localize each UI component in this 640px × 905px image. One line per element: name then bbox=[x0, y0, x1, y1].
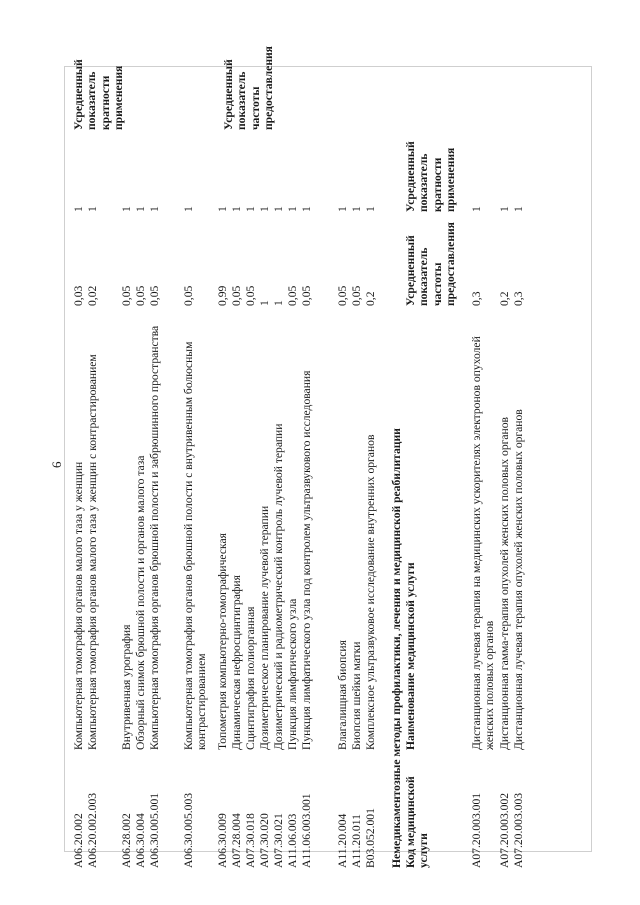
service-code: A06.30.004 bbox=[134, 813, 147, 868]
freq-value: 0,3 bbox=[512, 291, 525, 306]
mult-value: 1 bbox=[244, 206, 257, 212]
service-name: Обзорный снимок брюшной полости и органов малого таза bbox=[134, 455, 147, 750]
freq-value: 0,3 bbox=[470, 291, 483, 306]
mult-value: 1 bbox=[258, 206, 271, 212]
freq-value: 0,2 bbox=[498, 291, 511, 306]
freq-value: 0,05 bbox=[182, 285, 195, 306]
service-code: A11.06.003.001 bbox=[300, 793, 313, 868]
mult-value: 1 bbox=[300, 206, 313, 212]
service-name: Пункция лимфатического узла под контролем ультразвукового исследования bbox=[300, 370, 313, 750]
service-name: Пункция лимфатического узла bbox=[286, 598, 299, 750]
mult-value: 1 bbox=[72, 206, 85, 212]
service-name: Дозиметрическое планирование лучевой терапии bbox=[258, 505, 271, 750]
mult-value: 1 bbox=[120, 206, 133, 212]
header-code: Код медицинской услуги bbox=[404, 776, 431, 868]
freq-value: 0,05 bbox=[244, 285, 257, 306]
header-freq-mid: Усредненный показатель частоты предоставления bbox=[222, 46, 276, 130]
service-name: Топометрия компьютерно-томографическая bbox=[216, 533, 229, 750]
mult-value: 1 bbox=[498, 206, 511, 212]
service-code: A07.30.018 bbox=[244, 813, 257, 868]
freq-value: 0,05 bbox=[300, 285, 313, 306]
page-number: 6 bbox=[49, 461, 64, 468]
mult-value: 1 bbox=[286, 206, 299, 212]
header-mult-top: Усредненный показатель кратности применения bbox=[72, 59, 126, 130]
mult-value: 1 bbox=[272, 206, 285, 212]
mult-value: 1 bbox=[182, 206, 195, 212]
freq-value: 0,05 bbox=[148, 285, 161, 306]
freq-value: 0,05 bbox=[336, 285, 349, 306]
service-name: Влагалищная биопсия bbox=[336, 640, 349, 750]
freq-value: 0,99 bbox=[216, 285, 229, 306]
freq-value: 0,2 bbox=[364, 291, 377, 306]
mult-value: 1 bbox=[148, 206, 161, 212]
mult-value: 1 bbox=[470, 206, 483, 212]
service-code: A06.30.009 bbox=[216, 813, 229, 868]
mult-value: 1 bbox=[134, 206, 147, 212]
service-code: A11.20.004 bbox=[336, 813, 349, 868]
service-name: Компьютерная томография органов малого таза у женщин bbox=[72, 461, 85, 750]
freq-value: 0,05 bbox=[120, 285, 133, 306]
freq-value: 0,03 bbox=[72, 285, 85, 306]
header-freq: Усредненный показатель частоты предоставления bbox=[404, 222, 458, 306]
service-name: Дистанционная гамма-терапия опухолей женских половых органов bbox=[498, 416, 511, 750]
service-code: A07.30.021 bbox=[272, 813, 285, 868]
freq-value: 1 bbox=[258, 300, 271, 306]
service-code: A06.28.002 bbox=[120, 813, 133, 868]
mult-value: 1 bbox=[216, 206, 229, 212]
freq-value: 1 bbox=[272, 300, 285, 306]
header-mult: Усредненный показатель кратности применения bbox=[404, 141, 458, 212]
service-name: Сцинтиграфия полиорганная bbox=[244, 606, 257, 750]
service-code: A07.30.020 bbox=[258, 813, 271, 868]
rotated-page bbox=[49, 46, 640, 878]
service-code: A11.06.003 bbox=[286, 813, 299, 868]
freq-value: 0,05 bbox=[350, 285, 363, 306]
service-name: Дозиметрический и радиометрический контроль лучевой терапии bbox=[272, 423, 285, 750]
service-code: A07.28.004 bbox=[230, 813, 243, 868]
service-code: A06.30.005.003 bbox=[182, 792, 195, 868]
service-name: Динамическая нефросцинтиграфия bbox=[230, 575, 243, 750]
freq-value: 0,05 bbox=[286, 285, 299, 306]
service-name: Компьютерная томография органов брюшной полости и забрюшинного пространства bbox=[148, 325, 161, 750]
mult-value: 1 bbox=[336, 206, 349, 212]
service-name: Дистанционная лучевая терапия на медицинских ускорителях электронов опухолей женских половых органов bbox=[470, 336, 497, 750]
section-title: Немедикаментозные методы профилактики, лечения и медицинской реабилитации bbox=[390, 428, 403, 868]
mult-value: 1 bbox=[350, 206, 363, 212]
service-code: A06.30.005.001 bbox=[148, 792, 161, 868]
mult-value: 1 bbox=[364, 206, 377, 212]
service-code: B03.052.001 bbox=[364, 808, 377, 868]
service-code: A06.20.002.003 bbox=[86, 792, 99, 868]
freq-value: 0,02 bbox=[86, 285, 99, 306]
service-name: Биопсия шейки матки bbox=[350, 641, 363, 750]
service-code: A07.20.003.003 bbox=[512, 792, 525, 868]
service-name: Комплексное ультразвуковое исследование внутренних органов bbox=[364, 434, 377, 750]
mult-value: 1 bbox=[230, 206, 243, 212]
service-name: Дистанционная лучевая терапия опухолей женских половых органов bbox=[512, 409, 525, 750]
service-code: A06.20.002 bbox=[72, 813, 85, 868]
mult-value: 1 bbox=[86, 206, 99, 212]
freq-value: 0,05 bbox=[230, 285, 243, 306]
service-name: Внутривенная урография bbox=[120, 624, 133, 750]
service-code: A07.20.003.002 bbox=[498, 792, 511, 868]
service-name: Компьютерная томография органов брюшной полости с внутривенным болюсным контрастированием bbox=[182, 341, 209, 750]
service-name: Компьютерная томография органов малого таза у женщин с контрастированием bbox=[86, 354, 99, 750]
freq-value: 0,05 bbox=[134, 285, 147, 306]
mult-value: 1 bbox=[512, 206, 525, 212]
header-name: Наименование медицинской услуги bbox=[404, 562, 417, 750]
service-code: A07.20.003.001 bbox=[470, 792, 483, 868]
service-code: A11.20.011 bbox=[350, 814, 363, 868]
